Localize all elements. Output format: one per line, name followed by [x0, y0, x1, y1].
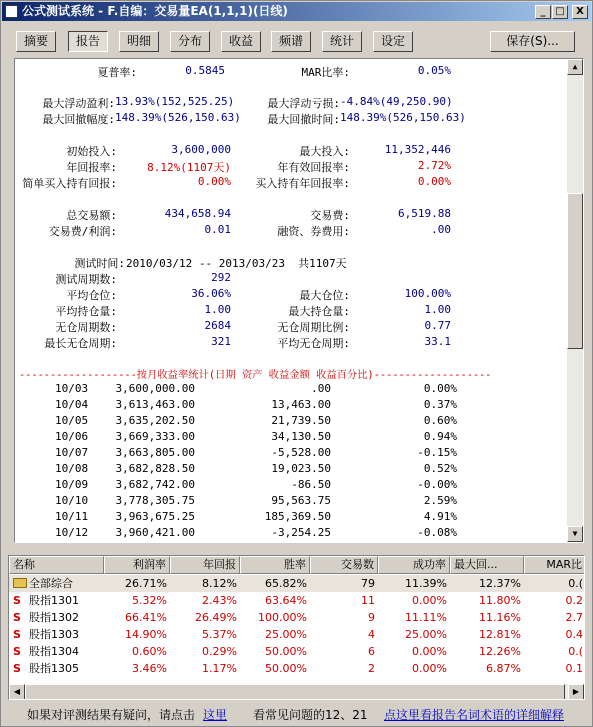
item-name: 股指1304: [29, 645, 79, 658]
app-icon: [5, 5, 18, 18]
monthly-pct: 0.00%: [423, 382, 457, 395]
scroll-thumb[interactable]: [567, 193, 583, 349]
item-annual: 5.37%: [202, 628, 237, 641]
footer-here-link[interactable]: 这里: [203, 708, 228, 722]
monthly-asset: 3,635,202.50: [115, 414, 195, 427]
monthly-profit: 34,130.50: [271, 430, 331, 443]
monthly-date: 10/10: [55, 494, 89, 507]
avg-position-value: 36.06%: [191, 287, 231, 300]
item-success: 11.11%: [405, 611, 447, 624]
monthly-profit: 13,463.00: [271, 398, 331, 411]
scroll-down-arrow-icon[interactable]: ▼: [567, 526, 583, 542]
footer-faq: 看常见问题的12、21: [253, 708, 368, 722]
item-win: 100.00%: [258, 611, 307, 624]
item-name: 股指1302: [29, 611, 79, 624]
item-profit: 14.90%: [125, 628, 167, 641]
finance-fee-label: 融资、券费用:: [277, 225, 350, 238]
item-mar: 0.2: [565, 594, 583, 607]
list-item[interactable]: [9, 575, 585, 592]
tab-settings[interactable]: 设定: [373, 31, 413, 52]
avg-no-pos-value: 33.1: [424, 335, 451, 348]
list-item[interactable]: [9, 592, 585, 609]
max-position-value: 100.00%: [404, 287, 451, 300]
max-drawdown-label: 最大回撤幅度:: [42, 113, 115, 126]
test-time-label: 测试时间:: [74, 257, 125, 270]
monthly-date: 10/06: [55, 430, 89, 443]
item-mar: 0.(: [568, 645, 583, 658]
item-success: 0.00%: [412, 594, 447, 607]
test-periods-value: 292: [211, 271, 231, 284]
item-win: 50.00%: [265, 645, 307, 658]
save-button[interactable]: 保存(S)...: [490, 31, 575, 52]
fee-profit-label: 交易费/利润:: [48, 225, 117, 238]
scroll-left-arrow-icon[interactable]: ◀: [9, 684, 25, 700]
item-success: 0.00%: [412, 645, 447, 658]
item-success: 11.39%: [405, 577, 447, 590]
item-name: 全部综合: [29, 577, 73, 590]
mar-value: 0.05%: [417, 64, 451, 77]
item-trades: 2: [368, 662, 375, 675]
item-trades: 4: [368, 628, 375, 641]
monthly-profit: 21,739.50: [271, 414, 331, 427]
monthly-row: [15, 494, 555, 510]
col-success[interactable]: 成功率: [378, 556, 450, 574]
monthly-asset: 3,663,805.00: [115, 446, 195, 459]
item-profit: 0.60%: [132, 645, 167, 658]
hscroll-thumb[interactable]: [25, 684, 565, 700]
item-name: 股指1305: [29, 662, 79, 675]
scroll-up-arrow-icon[interactable]: ▲: [567, 59, 583, 75]
list-item[interactable]: [9, 643, 585, 660]
folder-icon: [13, 578, 27, 588]
list-header: [9, 556, 585, 574]
max-drawdown-time-label: 最大回撤时间:: [267, 113, 340, 126]
list-item[interactable]: [9, 609, 585, 626]
item-trades: 11: [361, 594, 375, 607]
tab-spectrum[interactable]: 频谱: [271, 31, 311, 52]
monthly-date: 10/09: [55, 478, 89, 491]
max-float-profit-value: 13.93%(152,525.25): [115, 95, 235, 108]
sharpe-label: 夏普率:: [97, 66, 137, 79]
longest-no-pos-value: 321: [211, 335, 231, 348]
no-pos-periods-label: 无仓周期数:: [55, 321, 117, 334]
monthly-profit: -5,528.00: [271, 446, 331, 459]
report-panel: [14, 58, 584, 543]
item-win: 63.64%: [265, 594, 307, 607]
item-mar: 2.7: [565, 611, 583, 624]
avg-position-label: 平均仓位:: [66, 289, 117, 302]
monthly-row: [15, 462, 555, 478]
fee-label: 交易费:: [310, 209, 350, 222]
strategy-s-icon: S: [13, 662, 21, 675]
item-profit: 3.46%: [132, 662, 167, 675]
monthly-asset: 3,682,828.50: [115, 462, 195, 475]
monthly-pct: 0.37%: [423, 398, 457, 411]
monthly-pct: 0.60%: [423, 414, 457, 427]
monthly-asset: 3,682,742.00: [115, 478, 195, 491]
report-vscrollbar[interactable]: [567, 59, 583, 542]
item-trades: 6: [368, 645, 375, 658]
monthly-row: [15, 414, 555, 430]
fee-value: 6,519.88: [398, 207, 451, 220]
instrument-list: [8, 555, 585, 700]
col-mar[interactable]: MAR比: [524, 556, 585, 574]
annual-return-label: 年回报率:: [66, 161, 117, 174]
tab-report[interactable]: 报告: [68, 31, 108, 52]
item-name: 股指1301: [29, 594, 79, 607]
monthly-asset: 3,963,675.25: [115, 510, 195, 523]
item-maxdd: 12.81%: [479, 628, 521, 641]
item-maxdd: 11.16%: [479, 611, 521, 624]
item-maxdd: 6.87%: [486, 662, 521, 675]
col-name[interactable]: 名称: [9, 556, 104, 574]
item-win: 25.00%: [265, 628, 307, 641]
longest-no-pos-label: 最长无仓周期:: [44, 337, 117, 350]
footer: [1, 701, 593, 727]
monthly-pct: 0.94%: [423, 430, 457, 443]
item-annual: 26.49%: [195, 611, 237, 624]
monthly-asset: 3,778,305.75: [115, 494, 195, 507]
strategy-s-icon: S: [13, 628, 21, 641]
fee-profit-value: 0.01: [204, 223, 231, 236]
buy-hold-annual-label: 买入持有年回报率:: [255, 177, 350, 190]
monthly-date: 10/07: [55, 446, 89, 459]
mar-label: MAR比率:: [301, 66, 350, 79]
list-item[interactable]: [9, 660, 585, 677]
tab-distribution[interactable]: 分布: [170, 31, 210, 52]
item-maxdd: 12.26%: [479, 645, 521, 658]
tab-statistics[interactable]: 统计: [322, 31, 362, 52]
max-input-value: 11,352,446: [384, 143, 451, 156]
monthly-pct: -0.15%: [417, 446, 457, 459]
monthly-row: [15, 446, 555, 462]
sharpe-value: 0.5845: [185, 64, 225, 77]
monthly-pct: 4.91%: [423, 510, 457, 523]
monthly-date: 10/04: [55, 398, 89, 411]
item-maxdd: 11.80%: [479, 594, 521, 607]
footer-terms-link[interactable]: 点这里看报告名词术语的详细解释: [384, 708, 565, 722]
item-name: 股指1303: [29, 628, 79, 641]
item-maxdd: 12.37%: [479, 577, 521, 590]
scroll-right-arrow-icon[interactable]: ▶: [568, 684, 584, 700]
monthly-date: 10/12: [55, 526, 89, 539]
monthly-row: [15, 526, 555, 542]
item-mar: 0.4: [565, 628, 583, 641]
item-win: 65.82%: [265, 577, 307, 590]
monthly-row: [15, 510, 555, 526]
max-input-label: 最大投入:: [299, 145, 350, 158]
strategy-s-icon: S: [13, 611, 21, 624]
monthly-date: 10/05: [55, 414, 89, 427]
monthly-pct: -0.00%: [417, 478, 457, 491]
max-float-loss-value: -4.84%(49,250.90): [340, 95, 453, 108]
list-hscrollbar[interactable]: [9, 684, 585, 700]
monthly-row: [15, 478, 555, 494]
monthly-profit: .00: [311, 382, 331, 395]
list-item[interactable]: [9, 626, 585, 643]
item-trades: 9: [368, 611, 375, 624]
title-bar: [2, 2, 591, 21]
avg-no-pos-label: 平均无仓周期:: [277, 337, 350, 350]
tab-income[interactable]: 收益: [221, 31, 261, 52]
monthly-asset: 3,613,463.00: [115, 398, 195, 411]
monthly-profit: 19,023.50: [271, 462, 331, 475]
item-win: 50.00%: [265, 662, 307, 675]
col-win[interactable]: 胜率: [240, 556, 310, 574]
col-maxdd[interactable]: 最大回...: [450, 556, 524, 574]
monthly-date: 10/03: [55, 382, 89, 395]
max-position-label: 最大仓位:: [299, 289, 350, 302]
tab-summary[interactable]: 摘要: [16, 31, 56, 52]
avg-hold-value: 1.00: [204, 303, 231, 316]
initial-label: 初始投入:: [66, 145, 117, 158]
item-annual: 1.17%: [202, 662, 237, 675]
max-hold-value: 1.00: [424, 303, 451, 316]
monthly-row: [15, 398, 555, 414]
test-periods-label: 测试周期数:: [55, 273, 117, 286]
item-success: 0.00%: [412, 662, 447, 675]
tab-bar: [1, 23, 593, 57]
monthly-asset: 3,669,333.00: [115, 430, 195, 443]
monthly-row: [15, 382, 555, 398]
total-volume-value: 434,658.94: [164, 207, 231, 220]
avg-hold-label: 平均持仓量:: [55, 305, 117, 318]
max-float-loss-label: 最大浮动亏损:: [267, 97, 340, 110]
monthly-asset: 3,600,000.00: [115, 382, 195, 395]
col-annual[interactable]: 年回报: [170, 556, 240, 574]
annual-return-value: 8.12%(1107天): [147, 161, 231, 174]
item-profit: 5.32%: [132, 594, 167, 607]
monthly-asset: 3,960,421.00: [115, 526, 195, 539]
no-pos-ratio-value: 0.77: [424, 319, 451, 332]
max-drawdown-value: 148.39%(526,150.63): [115, 111, 241, 124]
monthly-profit: 95,563.75: [271, 494, 331, 507]
tab-detail[interactable]: 明细: [119, 31, 159, 52]
monthly-pct: -0.08%: [417, 526, 457, 539]
effective-return-label: 年有效回报率:: [277, 161, 350, 174]
col-trades[interactable]: 交易数: [310, 556, 378, 574]
item-mar: 0.(: [568, 577, 583, 590]
monthly-pct: 0.52%: [423, 462, 457, 475]
monthly-date: 10/08: [55, 462, 89, 475]
minimize-button[interactable]: _: [535, 5, 551, 19]
buy-hold-value: 0.00%: [197, 175, 231, 188]
close-button[interactable]: X: [572, 5, 588, 19]
buy-hold-annual-value: 0.00%: [417, 175, 451, 188]
col-profit[interactable]: 利润率: [104, 556, 170, 574]
footer-question: 如果对评测结果有疑问，请点击: [27, 708, 196, 722]
strategy-s-icon: S: [13, 645, 21, 658]
monthly-profit: 185,369.50: [264, 510, 331, 523]
window-title: 公式测试系统 - F.自编：交易量EA(1,1,1)(日线): [22, 4, 288, 18]
monthly-row: [15, 430, 555, 446]
max-float-profit-label: 最大浮动盈利:: [42, 97, 115, 110]
finance-fee-value: .00: [431, 223, 451, 236]
item-success: 25.00%: [405, 628, 447, 641]
buy-hold-label: 简单买入持有回报:: [22, 177, 117, 190]
maximize-button[interactable]: □: [552, 5, 568, 19]
monthly-profit: -86.50: [291, 478, 331, 491]
initial-value: 3,600,000: [171, 143, 231, 156]
monthly-header: -------------------按月收益率统计(日期 资产 收益金额 收益百分比)-------------------: [19, 369, 492, 381]
item-mar: 0.1: [565, 662, 583, 675]
monthly-date: 10/11: [55, 510, 89, 523]
monthly-pct: 2.59%: [423, 494, 457, 507]
effective-return-value: 2.72%: [417, 159, 451, 172]
no-pos-periods-value: 2684: [204, 319, 231, 332]
item-trades: 79: [361, 577, 375, 590]
item-profit: 66.41%: [125, 611, 167, 624]
total-volume-label: 总交易额:: [66, 209, 117, 222]
item-annual: 2.43%: [202, 594, 237, 607]
strategy-s-icon: S: [13, 594, 21, 607]
test-time-value: 2010/03/12 -- 2013/03/23 共1107天: [126, 257, 347, 270]
max-hold-label: 最大持仓量:: [288, 305, 350, 318]
monthly-profit: -3,254.25: [271, 526, 331, 539]
item-annual: 0.29%: [202, 645, 237, 658]
no-pos-ratio-label: 无仓周期比例:: [277, 321, 350, 334]
max-drawdown-time-value: 148.39%(526,150.63): [340, 111, 466, 124]
item-annual: 8.12%: [202, 577, 237, 590]
item-profit: 26.71%: [125, 577, 167, 590]
